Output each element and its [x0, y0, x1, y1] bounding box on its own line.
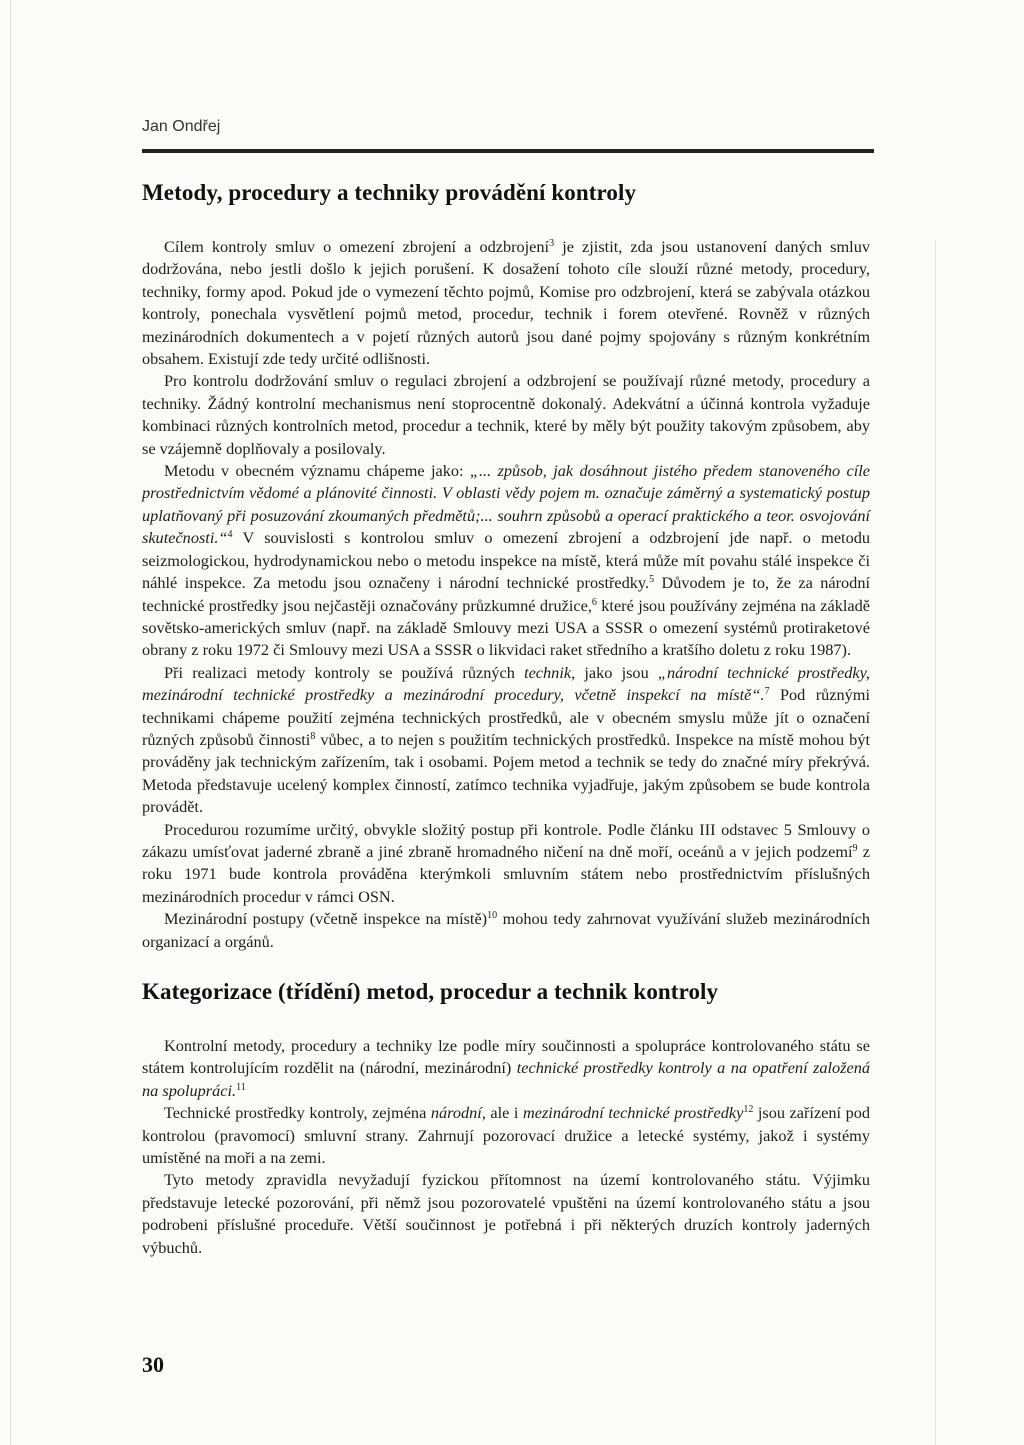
footnote-ref-4: 4: [227, 529, 233, 541]
paragraph-1-2: Pro kontrolu dodržování smluv o regulaci zbrojení a odzbrojení se používají různé metody, procedury a techniky. Žádný kontrolní mechanismus není stoprocentně dokonalý. Adekvátní a účinná kontrola vyžaduje kombinaci různých kontrolních metod, procedur a technik, které by měly být použity takovým způsobem, aby se vzájemně doplňovaly a posilovaly.: [142, 371, 870, 458]
paragraph-2-1: [142, 1035, 870, 1102]
header-rule: [142, 149, 874, 153]
section-title-methods: Metody, procedury a techniky provádění kontroly: [142, 180, 637, 205]
text-span: Při realizaci metody kontroly se používá různých: [164, 662, 525, 682]
text-span: je zjistit, zda jsou ustanovení daných smluv dodržována, nebo jestli došlo k jejich porušení. K dosažení tohoto cíle slouží různé metody, procedury, techniky, formy apod. Pokud jde o vymezení těchto pojmů, Komise pro odzbrojení, která se zabývala otázkou kontroly, ponechala vysvětlení pojmů metod, procedur, technik i forem otevřené. Rovněž v různých mezinárodních dokumentech a v pojetí různých autorů jsou dané pojmy spojovány s různým konkrétním obsahem. Existují zde tedy určité odlišnosti.: [142, 237, 870, 369]
paragraph-2-2: [142, 1102, 870, 1169]
footnote-ref-7: 7: [764, 686, 770, 698]
text-span: Důvodem je to, že za národní technické prostředky jsou nejčastěji označovány průzkumné družice,: [142, 573, 870, 615]
quote-italic: „... způsob, jak dosáhnout jistého předem stanoveného cíle prostřednictvím vědomé a plánovité činnosti. V oblasti vědy pojem m. označuje záměrný a systematický postup uplatňovaný při posuzování zkoumaných předmětů;... souhrn způsobů a operací praktického a teor. osvojování skutečnosti.“: [142, 461, 871, 548]
italic-term: mezinárodní technické prostředky: [522, 1103, 744, 1123]
section-title-categorization: Kategorizace (třídění) metod, procedur a technik kontroly: [142, 979, 719, 1004]
text-span: jsou zařízení pod kontrolou (pravomocí) smluvní strany. Zahrnují pozorovací družice a letecké systémy, jakož i systémy umístěné na moři a na zemi.: [142, 1103, 871, 1168]
text-span: vůbec, a to nejen s použitím technických prostředků. Inspekce na místě mohou být prováděny jak technickým zařízením, tak i osobami. Pojem metod a technik se tedy do značné míry překrývá. Metoda představuje ucelený komplex činností, zatímco technika vyjadřuje, jakým způsobem se bude kontrola provádět.: [142, 729, 870, 817]
text-span: Kontrolní metody, procedury a techniky lze podle míry součinnosti a spolupráce kontrolovaného státu se státem kontrolujícím rozdělit na (národní, mezinárodní): [142, 1036, 870, 1078]
italic-quote: „národní technické prostředky, mezinárodní technické prostředky a mezinárodní procedury, včetně inspekcí na místě“.: [142, 662, 870, 705]
text-span: , jako jsou: [571, 662, 658, 682]
italic-term: technik: [524, 662, 572, 682]
page-number: 30: [142, 1352, 164, 1377]
footnote-ref-8: 8: [310, 730, 316, 742]
text-span: Pod různými technikami chápeme použití zejména technických prostředků, ale v obecném smyslu může jít o označení různých způsobů činnosti: [142, 685, 870, 749]
paragraph-1-3: [142, 460, 870, 662]
text-span: Technické prostředky kontroly, zejména: [164, 1103, 431, 1123]
footnote-ref-9: 9: [852, 842, 858, 854]
text-span: V souvislosti s kontrolou smluv o omezení zbrojení a odzbrojení jde např. o metodu seizmologickou, hydrodynamickou nebo o metodu inspekce na místě, která může mít povahu stálé inspekce či náhlé inspekce. Za metodu jsou označeny i národní technické prostředky.: [142, 528, 870, 593]
italic-term: národní: [430, 1103, 482, 1123]
text-span: Metodu v obecném významu chápeme jako:: [164, 461, 470, 481]
italic-term: technické prostředky kontroly a na opatření založená na spolupráci.: [142, 1058, 870, 1100]
footnote-ref-5: 5: [649, 574, 655, 586]
page-edge-left: [10, 0, 11, 1445]
footnote-ref-6: 6: [591, 596, 597, 608]
text-span: Procedurou rozumíme určitý, obvykle složitý postup při kontrole. Podle článku III odstavec 5 Smlouvy o zákazu umísťovat jaderné zbraně a jiné zbraně hromadného ničení na dně moří, oceánů a v jejich podzemí: [142, 819, 870, 861]
paragraph-1-6: [142, 908, 870, 953]
running-head-author: Jan Ondřej: [142, 118, 221, 135]
text-span: z roku 1971 bude kontrola prováděna kterýmkoli smluvním státem nebo prostřednictvím příslušných mezinárodních procedur v rámci OSN.: [142, 841, 871, 906]
footnote-ref-10: 10: [487, 910, 498, 922]
footnote-ref-11: 11: [236, 1081, 246, 1093]
page-body: [142, 180, 870, 1259]
paragraph-2-3: Tyto metody zpravidla nevyžadují fyzickou přítomnost na území kontrolovaného státu. Výjimku představuje letecké pozorování, při němž jsou pozorovatelé vpuštěni na území kontrolovaného státu a jsou podrobeni příslušné proceduře. Větší součinnost je potřebná i při některých druzích kontroly jaderných výbuchů.: [142, 1170, 870, 1257]
text-span: Mezinárodní postupy (včetně inspekce na místě): [164, 909, 488, 929]
paragraph-1-1: [142, 236, 870, 370]
text-span: které jsou používány zejména na základě sovětsko-amerických smluv (např. na základě Smlouvy mezi USA a SSSR o omezení systémů protiraketové obrany z roku 1972 či Smlouvy mezi USA a SSSR o likvidaci raket středního a kratšího doletu z roku 1987).: [142, 595, 870, 660]
page-edge-right: [935, 240, 936, 1445]
text-span: , ale i: [481, 1103, 523, 1123]
footnote-ref-3: 3: [549, 238, 555, 249]
paragraph-1-5: [142, 819, 870, 909]
text-span: Cílem kontroly smluv o omezení zbrojení a odzbrojení: [164, 237, 550, 256]
footnote-ref-12: 12: [743, 1104, 754, 1116]
text-span: mohou tedy zahrnovat využívání služeb mezinárodních organizací a orgánů.: [142, 909, 871, 951]
paragraph-1-4: [142, 662, 870, 819]
